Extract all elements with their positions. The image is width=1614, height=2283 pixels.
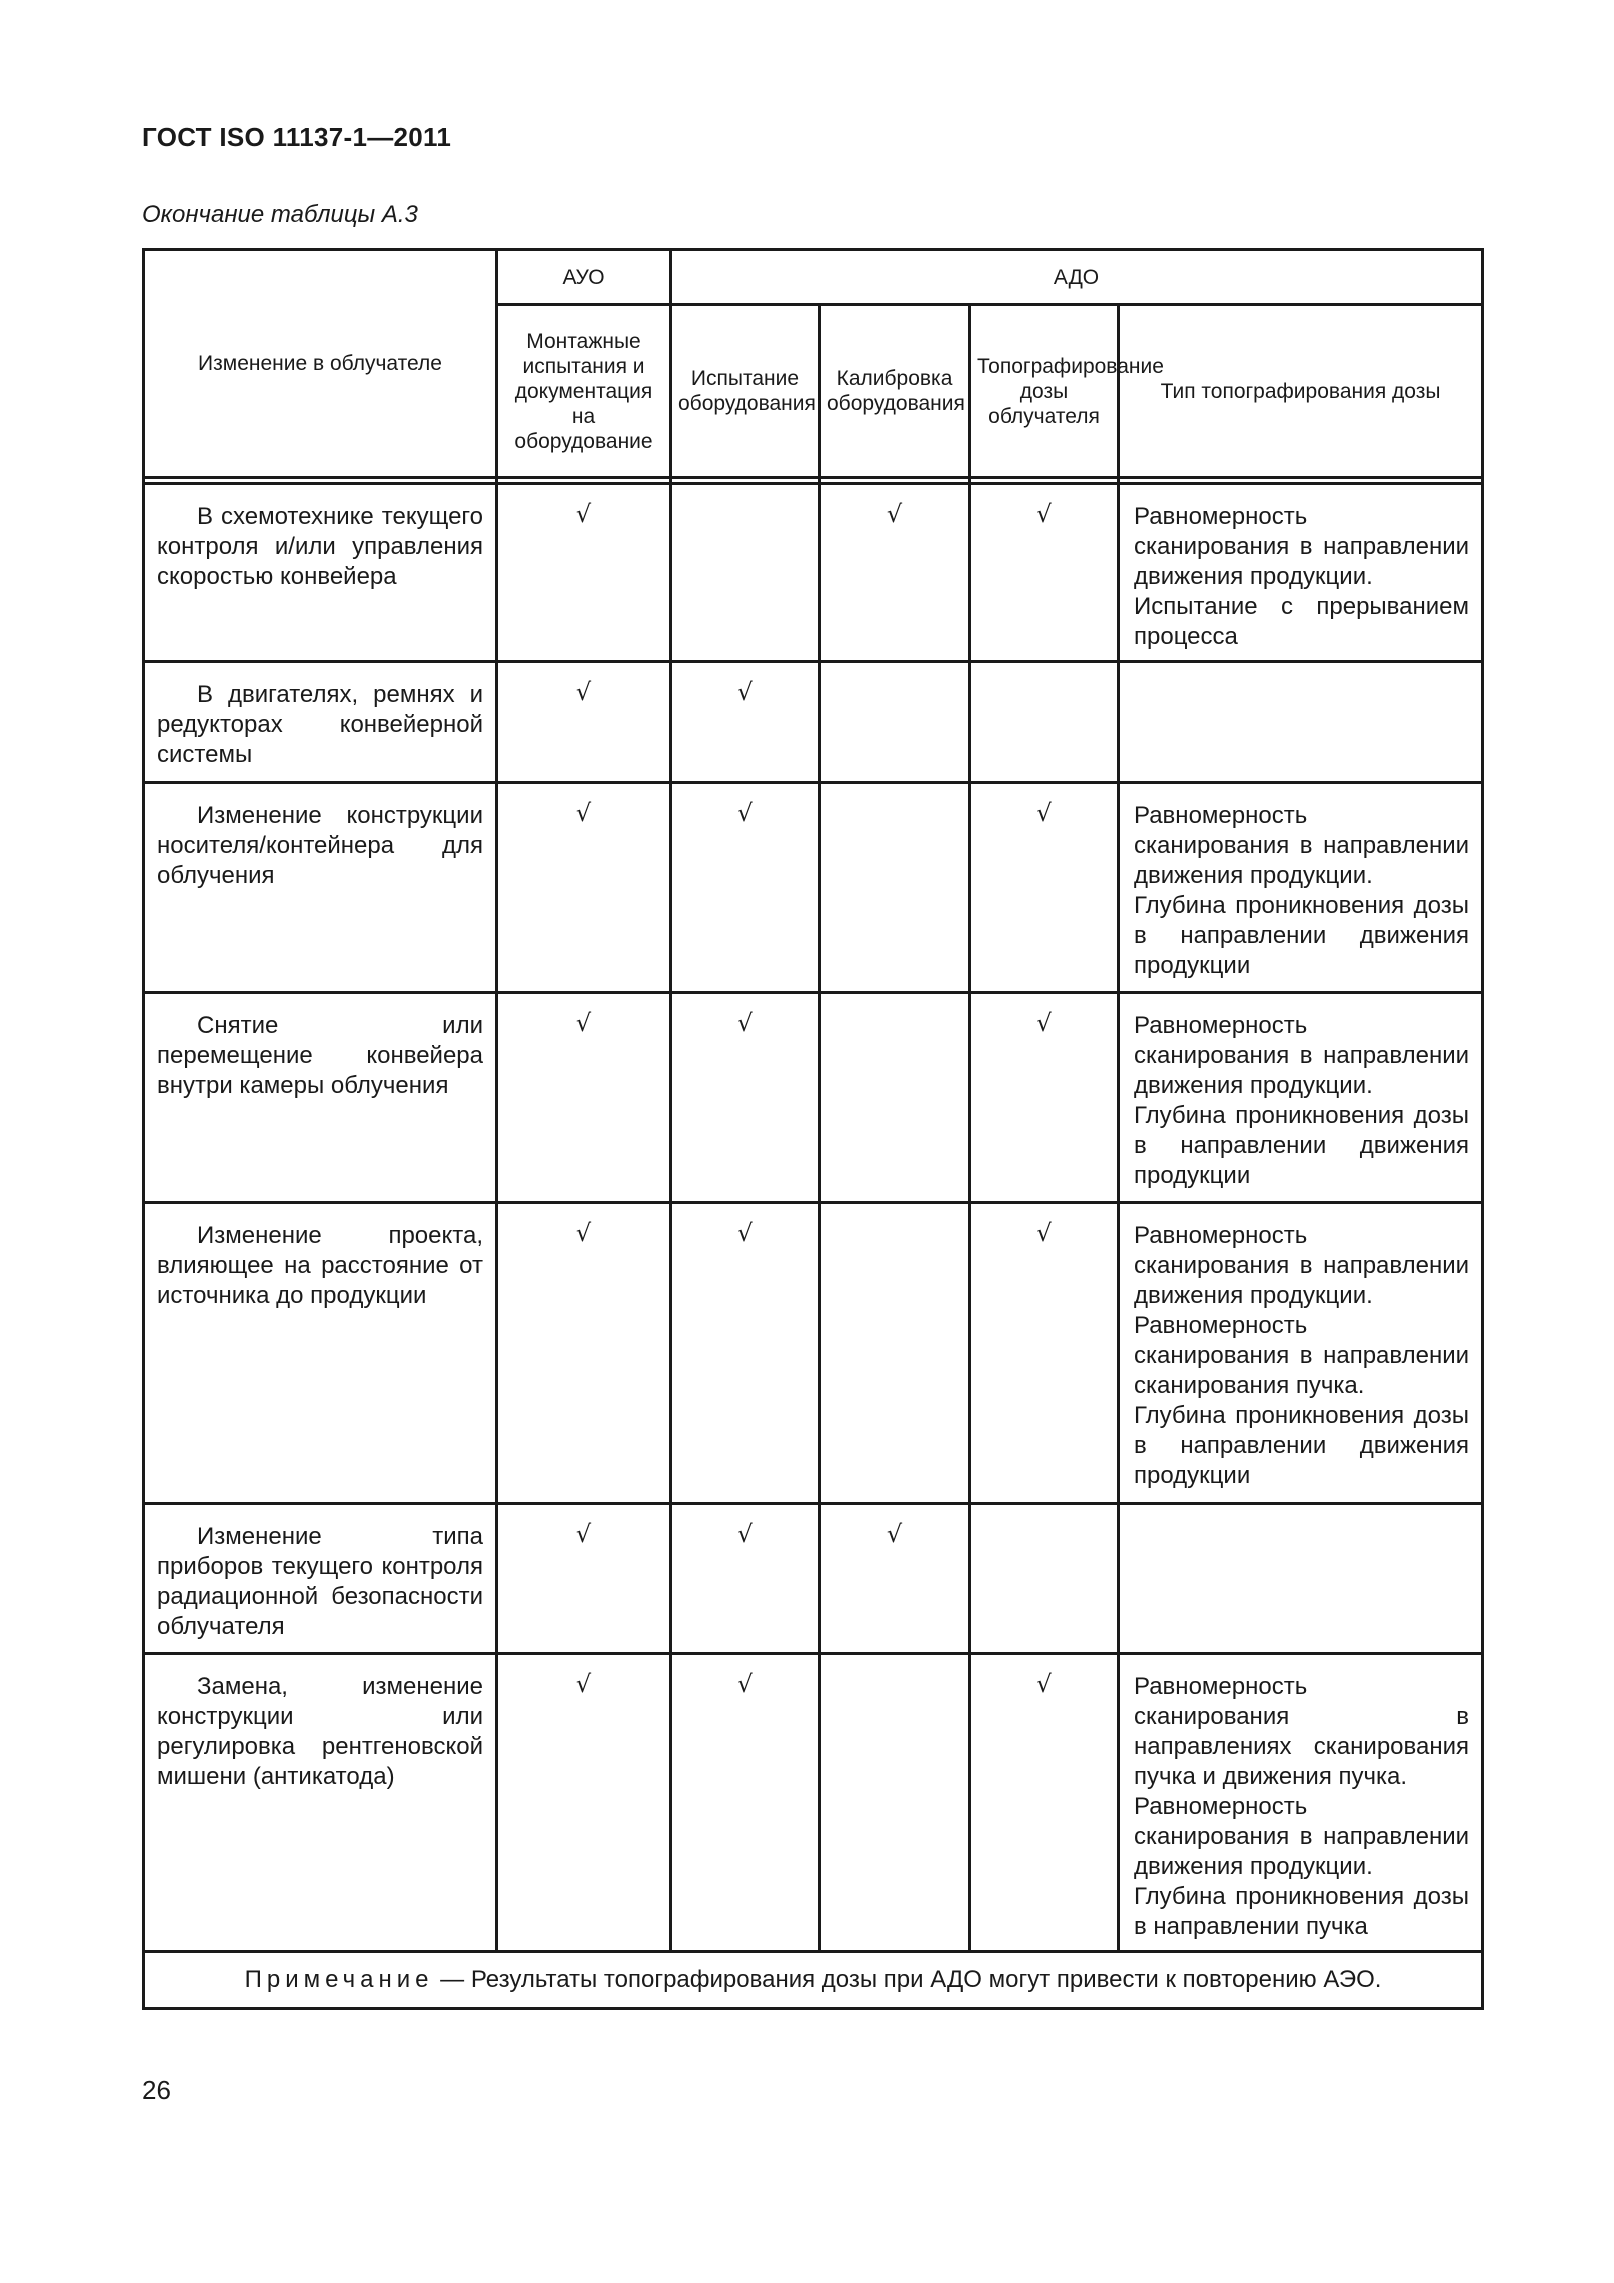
type-cell [1119, 1504, 1483, 1654]
header-calib-cell [820, 305, 970, 478]
type-cell [1119, 993, 1483, 1203]
type-text: Глубина проникновения дозы в направлении движения продукции [1134, 892, 1470, 979]
table-caption: Окончание таблицы А.3 [142, 201, 418, 228]
header-ado-cell [671, 250, 1483, 305]
type-text: Испытание с прерыванием процесса [1134, 593, 1470, 650]
header-type-label: Тип топографирования дозы [1160, 379, 1441, 403]
check-mount: √ [497, 1203, 671, 1504]
type-text: Равномерность сканирования в направлении движения продукции. [1134, 503, 1470, 590]
header-ado-label: АДО [1053, 265, 1100, 289]
change-cell: Замена, изменение конструкции или регулировка рентгеновской мишени (антикатода) [144, 1654, 497, 1952]
type-cell [1119, 1203, 1483, 1504]
check-test: √ [671, 1203, 820, 1504]
type-text: Равномерность сканирования в направлении движения продукции. [1134, 1793, 1470, 1880]
header-topo-cell [970, 305, 1164, 478]
check-topo [970, 662, 1119, 783]
type-text: Равномерность сканирования в направлениях сканирования пучка и движения пучка. [1134, 1673, 1470, 1790]
type-cell [1119, 662, 1483, 783]
check-test: √ [671, 662, 820, 783]
change-cell: Изменение типа приборов текущего контроля радиационной безопасности облучателя [144, 1504, 497, 1654]
table-a3 [142, 248, 1484, 2010]
check-mount: √ [497, 993, 671, 1203]
note-label: Примечание [244, 1966, 434, 1993]
note-text: — Результаты топографирования дозы при АДО могут привести к повторению АЭО. [433, 1966, 1382, 1993]
check-mount: √ [497, 783, 671, 993]
type-cell [1119, 484, 1483, 662]
header-ayo-label: АУО [562, 265, 605, 289]
header-change-cell [144, 250, 497, 478]
page-number: 26 [142, 2075, 171, 2105]
change-cell: В двигателях, ремнях и редукторах конвейерной системы [144, 662, 497, 783]
change-cell: Изменение проекта, влияющее на расстояние от источника до продукции [144, 1203, 497, 1504]
header-change-label: Изменение в облучателе [198, 352, 442, 375]
check-test: √ [671, 783, 820, 993]
check-calib [820, 1203, 970, 1504]
check-topo: √ [970, 484, 1119, 662]
change-cell: Изменение конструкции носителя/контейнера для облучения [144, 783, 497, 993]
check-calib [820, 662, 970, 783]
check-test: √ [671, 993, 820, 1203]
type-cell [1119, 783, 1483, 993]
type-text: Глубина проникновения дозы в направлении пучка [1134, 1883, 1470, 1940]
type-text: Равномерность сканирования в направлении движения продукции. [1134, 1222, 1470, 1309]
type-text: Равномерность сканирования в направлении движения продукции. [1134, 1012, 1470, 1099]
note-row [144, 1952, 1483, 2009]
document-header: ГОСТ ISO 11137-1—2011 [142, 122, 452, 152]
header-mount-cell [497, 305, 671, 478]
table-row [144, 662, 1483, 783]
change-cell: Снятие или перемещение конвейера внутри камеры облучения [144, 993, 497, 1203]
table-row [144, 1504, 1483, 1654]
change-cell: В схемотехнике текущего контроля и/или управления скоростью конвейера [144, 484, 497, 662]
check-calib: √ [820, 1504, 970, 1654]
header-calib-label: Калибровка оборудования [827, 367, 965, 415]
check-topo: √ [970, 1654, 1119, 1952]
check-calib [820, 1654, 970, 1952]
table-row [144, 783, 1483, 993]
header-test-cell [671, 305, 820, 478]
check-topo: √ [970, 783, 1119, 993]
check-test: √ [671, 1654, 820, 1952]
header-mount-label: Монтажные испытания и документация на оборудование [514, 329, 653, 453]
type-cell [1119, 1654, 1483, 1952]
check-topo [970, 1504, 1119, 1654]
type-text: Глубина проникновения дозы в направлении движения продукции [1134, 1102, 1470, 1189]
header-topo-label: Топографирование дозы облучателя [977, 354, 1164, 428]
table-note [144, 1952, 1483, 2009]
check-test [671, 484, 820, 662]
check-mount: √ [497, 1654, 671, 1952]
check-test: √ [671, 1504, 820, 1654]
check-mount: √ [497, 662, 671, 783]
check-topo: √ [970, 993, 1119, 1203]
check-mount: √ [497, 1504, 671, 1654]
type-text: Равномерность сканирования в направлении сканирования пучка. [1134, 1312, 1470, 1399]
table-row [144, 484, 1483, 662]
type-text: Глубина проникновения дозы в направлении движения продукции [1134, 1402, 1470, 1489]
table-row [144, 1203, 1483, 1504]
check-calib [820, 783, 970, 993]
check-calib [820, 993, 970, 1203]
header-row-1 [144, 250, 1483, 305]
header-test-label: Испытание оборудования [678, 367, 816, 415]
check-mount: √ [497, 484, 671, 662]
table-row [144, 993, 1483, 1203]
type-text: Равномерность сканирования в направлении движения продукции. [1134, 802, 1470, 889]
header-type-cell [1119, 305, 1483, 478]
header-ayo-cell [497, 250, 671, 305]
table-row [144, 1654, 1483, 1952]
check-topo: √ [970, 1203, 1119, 1504]
check-calib: √ [820, 484, 970, 662]
